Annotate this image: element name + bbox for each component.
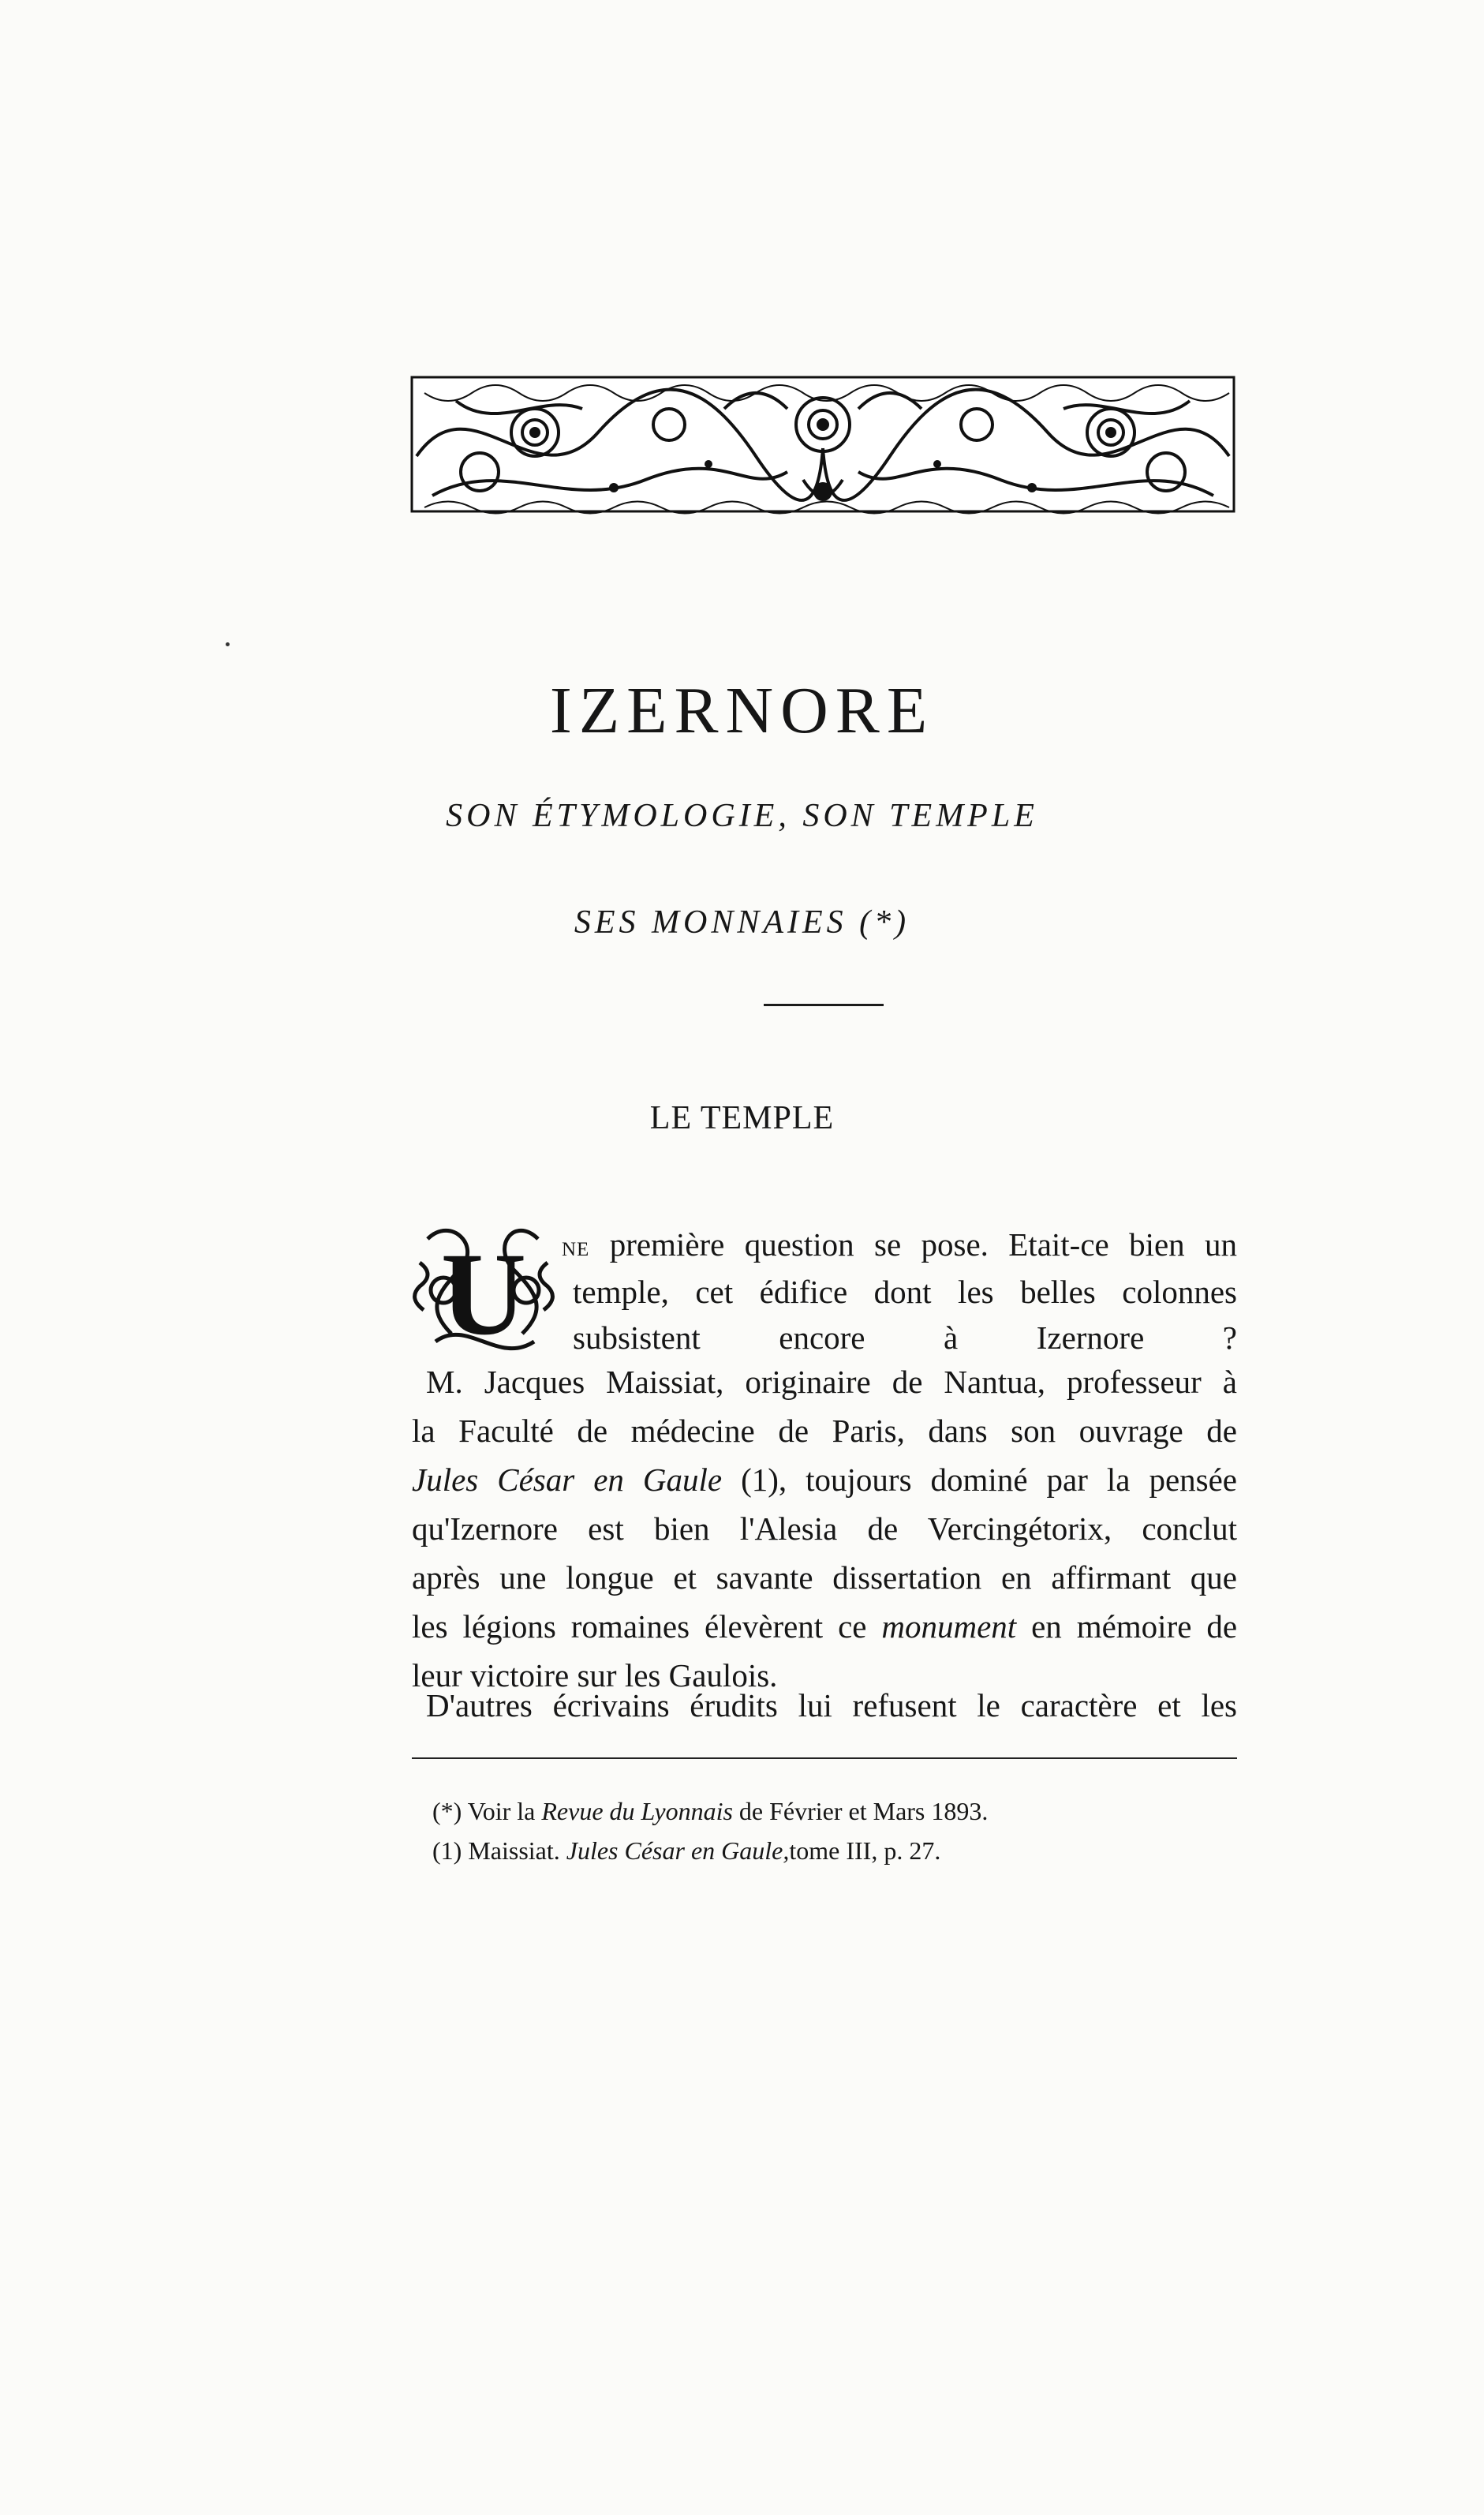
paragraph-2-line-4: qu'Izernore est bien l'Alesia de Vercingétorix, conclut [412, 1510, 1237, 1547]
subtitle-line-2: SES MONNAIES (*) [574, 904, 910, 941]
paragraph-2 [412, 1357, 1237, 1700]
paragraph-3-line-1: D'autres écrivains érudits lui refusent le caractère et les [426, 1687, 1237, 1723]
footnote-1-lead: (*) Voir la [432, 1797, 536, 1825]
footnote-2-rest: tome III, p. 27. [789, 1836, 941, 1865]
paragraph-1-line-3: subsistent encore à Izernore ? [573, 1319, 1237, 1356]
paragraph-3 [412, 1681, 1237, 1730]
ink-speck [226, 642, 230, 646]
section-heading: LE TEMPLE [649, 1100, 835, 1136]
ornamental-dropcap [412, 1215, 555, 1357]
footnote-1 [432, 1791, 988, 1831]
paragraph-2-line-6 [412, 1602, 1237, 1651]
page-title: IZERNORE [549, 674, 935, 747]
subtitle-line-1: SON ÉTYMOLOGIE, SON TEMPLE [446, 798, 1038, 834]
dropcap-letter: U [440, 1229, 527, 1357]
dropcap-u-ornament [412, 1215, 555, 1357]
paragraph-2-line-7: leur victoire sur les Gaulois. [412, 1657, 778, 1694]
paragraph-2-line-6-a: les légions romaines élevèrent ce [412, 1608, 867, 1645]
paragraph-2-line-3-text: (1), toujours dominé par la pensée [741, 1461, 1238, 1498]
paragraph-2-line-1: M. Jacques Maissiat, originaire de Nantua, professeur à [426, 1364, 1237, 1400]
monument-italic: monument [881, 1608, 1017, 1645]
book-title-italic: Jules César en Gaule [412, 1461, 723, 1498]
paragraph-1-line-1 [562, 1222, 1237, 1269]
paragraph-2-line-2: la Faculté de médecine de Paris, dans son ouvrage de [412, 1413, 1237, 1449]
footnote-2-lead: (1) Maissiat. [432, 1836, 560, 1865]
footnote-1-rest: de Février et Mars 1893. [738, 1797, 989, 1825]
ornamental-headpiece [409, 361, 1237, 523]
footnote-1-italic: Revue du Lyonnais [541, 1797, 733, 1825]
paragraph-2-line-6-b: en mémoire de [1031, 1608, 1238, 1645]
paragraph-1-line-1-text: première question se pose. Etait-ce bien un [609, 1226, 1238, 1263]
floral-scroll-ornament [409, 361, 1237, 523]
footnote-2-italic: Jules César en Gaule, [566, 1836, 790, 1865]
footnotes [432, 1791, 988, 1870]
paragraph-1-line-2: temple, cet édifice dont les belles colonnes [573, 1274, 1237, 1310]
paragraph-1 [562, 1222, 1237, 1360]
smallcaps-lead: ne [562, 1230, 590, 1262]
footnote-2 [432, 1831, 988, 1870]
footnote-separator [412, 1757, 1237, 1759]
paragraph-2-line-3 [412, 1455, 1237, 1504]
paragraph-2-line-5: après une longue et savante dissertation en affirmant que [412, 1559, 1237, 1596]
title-divider [764, 1004, 884, 1006]
